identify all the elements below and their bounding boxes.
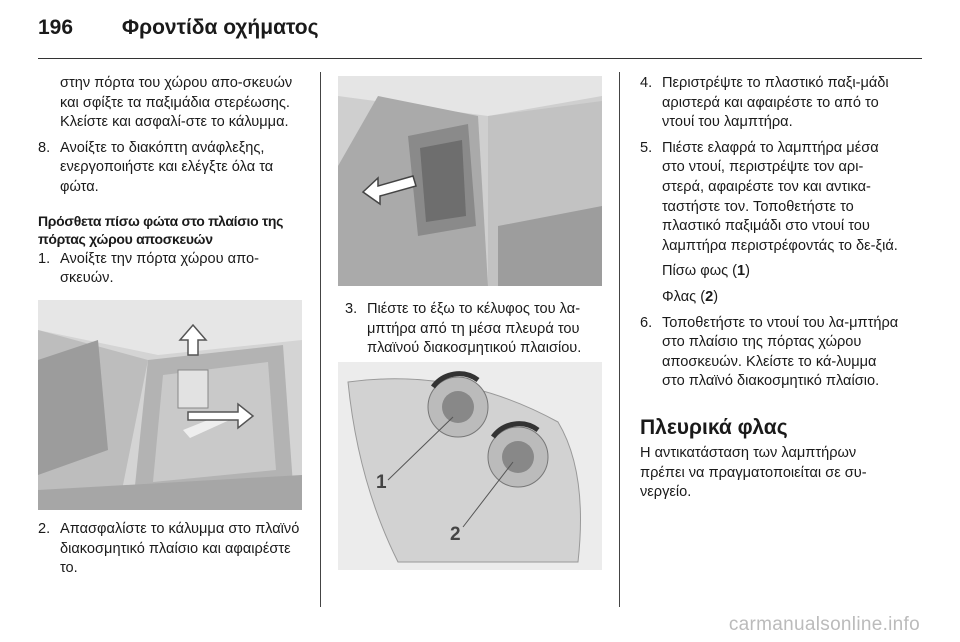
illustration-bulb-sockets — [338, 362, 602, 570]
step-number: 6. — [640, 314, 653, 331]
page-header — [38, 16, 319, 40]
step-text: Ανοίξτε την πόρτα χώρου απο-σκευών. — [60, 250, 259, 287]
step-text: Τοποθετήστε το ντουί του λα-μπτήρα στο πλαίσιο της πόρτας χώρου αποσκευών. Κλείστε το κά-λυμμα στο πλαϊνό διακοσμητικό πλαίσιο. — [662, 314, 899, 390]
step-number: 1. — [38, 250, 51, 267]
column-1 — [38, 74, 306, 295]
header-rule — [38, 58, 922, 59]
subheading: Πρόσθετα πίσω φώτα στο πλαίσιο της πόρτας χώρου αποσκευών — [38, 212, 284, 247]
rear-light-number: 1 — [737, 263, 746, 280]
column-3 — [640, 74, 902, 509]
page-number: 196 — [38, 16, 74, 39]
column-divider-1 — [320, 72, 321, 607]
section-heading: Πλευρικά φλας — [640, 415, 788, 439]
continued-paragraph: στην πόρτα του χώρου απο-σκευών και σφίξτε τα παξιμάδια στερέωσης. Κλείστε και ασφαλί-στε το κάλυμμα. — [60, 75, 293, 131]
rear-light-note — [640, 262, 902, 282]
callout-1: 1 — [376, 472, 387, 493]
step-6 — [640, 314, 902, 392]
indicator-number: 2 — [705, 288, 714, 305]
column-divider-2 — [619, 72, 620, 607]
rear-light-label: Πίσω φως ( — [662, 263, 738, 280]
indicator-close: ) — [713, 288, 719, 305]
step-text: Περιστρέψτε το πλαστικό παξι-μάδι αριστερά και αφαιρέστε το από το ντουί του λαμπτήρα. — [662, 75, 889, 131]
step-text: Πιέστε το έξω το κέλυφος του λα-μπτήρα από τη μέσα πλευρά του πλαϊνού διακοσμητικού πλαισίου. — [367, 301, 582, 357]
step-number: 8. — [38, 139, 51, 156]
rear-light-close: ) — [745, 263, 751, 280]
step-number: 2. — [38, 521, 51, 537]
step-1 — [38, 250, 306, 289]
section-paragraph: Η αντικατάσταση των λαμπτήρων πρέπει να πραγματοποιείται σε συ-νεργείο. — [640, 444, 867, 501]
indicator-label: Φλας ( — [662, 288, 706, 305]
watermark: carmanualsonline.info — [728, 614, 920, 635]
step-number: 4. — [640, 75, 653, 91]
column-1-lower — [38, 520, 306, 585]
illustration-cover-removal — [38, 300, 302, 510]
illustration-lamp-housing — [338, 76, 602, 286]
column-2 — [345, 300, 607, 365]
page-title: Φροντίδα οχήματος — [121, 16, 319, 39]
step-text: Ανοίξτε το διακόπτη ανάφλεξης, ενεργοποιήστε και ελέγξτε όλα τα φώτα. — [60, 139, 274, 195]
step-number: 3. — [345, 301, 358, 317]
step-8 — [38, 139, 306, 198]
step-text: Πιέστε ελαφρά το λαμπτήρα μέσα στο ντουί, περιστρέψτε τον αρι-στερά, αφαιρέστε τον και αντικα-ταστήστε τον. Τοποθετήστε το πλαστικό παξιμάδι στο ντουί του λαμπτήρα περιστρέφοντάς το δε-ξιά. — [662, 139, 898, 254]
step-number: 5. — [640, 139, 653, 156]
step-4 — [640, 74, 902, 133]
step-2 — [38, 520, 306, 579]
step-3 — [345, 300, 607, 359]
callout-2: 2 — [450, 524, 461, 545]
indicator-note — [640, 288, 902, 308]
step-5 — [640, 139, 902, 257]
step-text: Απασφαλίστε το κάλυμμα στο πλαϊνό διακοσμητικό πλαίσιο και αφαιρέστε το. — [60, 521, 300, 577]
